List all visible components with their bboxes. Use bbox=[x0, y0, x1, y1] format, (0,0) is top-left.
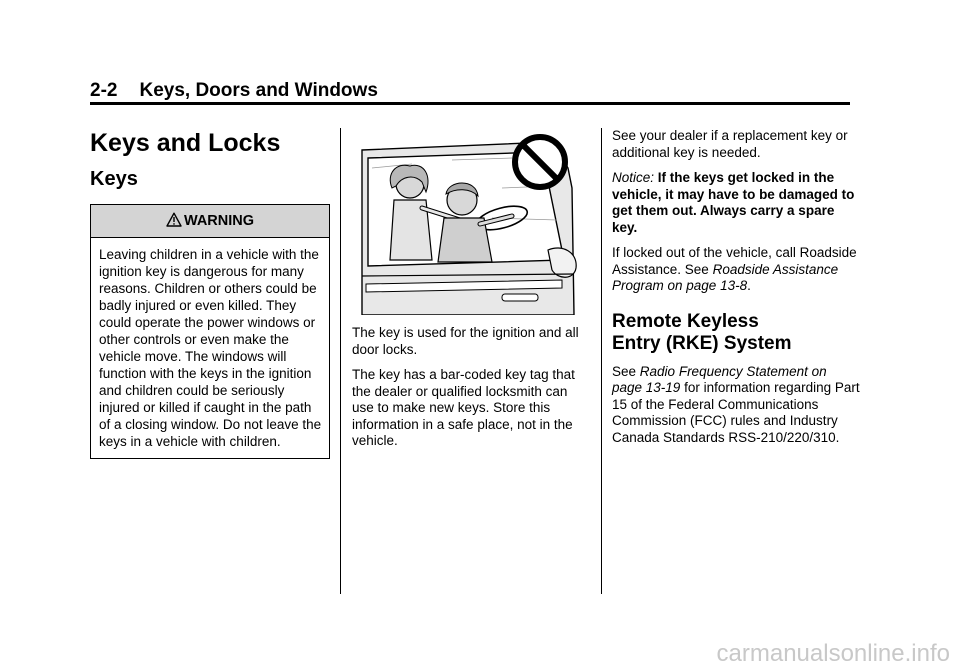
locked-out-end: . bbox=[747, 278, 751, 293]
notice-label: Notice: bbox=[612, 170, 655, 185]
column-left bbox=[90, 128, 330, 459]
chapter-title: Keys and Locks bbox=[90, 129, 281, 157]
warning-text: Leaving children in a vehicle with the ignition key is dangerous for many reasons. Children or others could be badly injured or even killed. They could operate the power windows or other controls or even make the vehicle move. The windows will function with the keys in the ignition and children could be seriously injured or killed if caught in the path of a closing window. Do not leave the keys in a vehicle with children. bbox=[99, 247, 322, 449]
rke-paragraph-text: for information regarding Part 15 of the Federal Communications Commission (FCC) rules and Industry Canada Standards RSS-210/220/310. bbox=[612, 380, 860, 445]
column-middle bbox=[352, 128, 588, 459]
rke-heading bbox=[612, 311, 860, 355]
rke-heading-line2: Entry (RKE) System bbox=[612, 332, 792, 354]
key-tag-paragraph: The key has a bar-coded key tag that the dealer or qualified locksmith can use to make new keys. Store this information in a safe place, not in the vehicle. bbox=[352, 367, 575, 448]
column-divider bbox=[340, 128, 341, 594]
warning-header bbox=[91, 205, 329, 238]
warning-icon bbox=[166, 212, 182, 227]
replacement-key-paragraph: See your dealer if a replacement key or additional key is needed. bbox=[612, 128, 848, 160]
rke-paragraph bbox=[612, 364, 860, 447]
radio-frequency-link[interactable]: Radio Frequency Statement on page 13-19 bbox=[612, 363, 827, 395]
key-usage-paragraph: The key is used for the ignition and all door locks. bbox=[352, 325, 579, 357]
rke-heading-line1: Remote Keyless bbox=[612, 310, 759, 332]
header-rule bbox=[90, 102, 850, 105]
locked-out-paragraph bbox=[612, 245, 860, 295]
roadside-assistance-link[interactable]: Roadside Assistance Program on page 13-8 bbox=[612, 261, 839, 293]
page-header bbox=[90, 80, 378, 102]
watermark: carmanualsonline.info bbox=[716, 640, 950, 667]
notice-paragraph bbox=[612, 170, 860, 236]
warning-label: WARNING bbox=[183, 213, 255, 229]
rke-see: See bbox=[612, 363, 637, 379]
section-number: 2-2 bbox=[90, 80, 118, 101]
warning-box bbox=[90, 204, 330, 459]
section-title: Keys, Doors and Windows bbox=[139, 80, 378, 101]
section-heading-keys: Keys bbox=[90, 168, 138, 190]
no-symbol-children-in-car-icon bbox=[352, 128, 580, 315]
notice-text: If the keys get locked in the vehicle, it may have to be damaged to get them out. Always carry a spare key. bbox=[612, 170, 855, 235]
column-divider bbox=[601, 128, 602, 594]
locked-out-text: If locked out of the vehicle, call Roadside Assistance. See bbox=[612, 245, 857, 277]
column-right bbox=[612, 128, 860, 455]
